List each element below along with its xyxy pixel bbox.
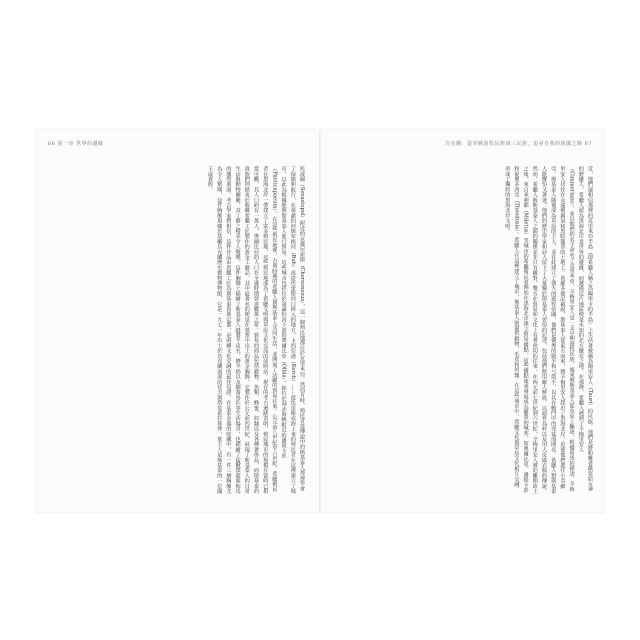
book-spread [36,130,604,512]
running-header-right: 烏克蘭：從突厥遊牧民族到三民族，追尋自我的與國之路 67 [445,141,592,147]
running-header-left: 66 第一章 世界的邊緣 [48,141,104,147]
right-page-body-text: 近，他們還相信那裡的克里米亞半島（即希臘人稱之為陶里卡的半島）上生活著被稱為陶里安人（Tauri）的民族。他們是將船難者獻祭給女神的野蠻人。希臘人認為黑海北岸是世界的邊緣，而越過這片地區便是未知的北方蠻荒之地。在那裡，希臘人遇到了辛梅里安人（Cimmerians），並以他們的名字命名了克里米亞。辛梅里安人是一支早期遊牧民族，後來被斯基泰人從草原上驅逐。根據荷馬的描述，辛梅里安人居住在永遠被霧氣和黑暗籠罩的土地上。希羅多德記載說，斯基泰人從東方而來，將辛梅里安人趕出了黑海北岸，迫使他們逃往小亞細亞。斯基泰人隨後成為草原的主人，並在此建立了強大的遊牧帝國。他們是優秀的騎手和弓箭手，以其在戰鬥中的兇猛而聞名。希臘人對斯基泰人既懼怕又著迷，他們的歷史學家和詩人留下了大量關於斯基泰人習俗的記述，包括他們飲用敵人鮮血、以頭骨為杯以及用人皮做衣服的傳說。然而，希臘人與斯基泰人之間的關係並非只有敵對，雙方在貿易和文化上有著密切的往來。在西元前七世紀到六世紀，辛梅里安人被迫離開故土之後，來自米利都（Miletus）等城市的希臘殖民者開始在黑海北岸建立貿易據點。這些據點後來發展成為繁榮的城邦，如奧爾比亞、潘提卡彭和提奧多西亞（Theodosia）。希臘人在這裡建立了城市，斯基泰人則提供穀物、毛皮和奴隸。在這些城市中，希臘文化與草原文化相互交融，形成了獨特的黑海北岸文明。 [504,166,593,494]
left-page [36,130,320,512]
right-page [320,130,604,512]
left-page-body-text: 托波爾（Sevastopol）附近的克森尼索斯（Chersonesus），這一個殖民地都位於克里米亞。然而有時，殖民者從傳說中的斯基泰人那裡學會了保衛和航行，在第聶伯河與布格河（Buh）或從色雷斯河口移入的地方，卡西亞港（Kerch）……從色雷斯或海上來的殖民者在這裡建立了城市，以此為根據地與斯基泰人進行貿易。這些城市包括位於第聶伯河下游的奧爾比亞（Olbia），和位於刻赤海峽附近的潘提卡彭（Panticapaeum）。在這些殖民地裡，古典時期的希臘人與斯基泰人共同生活，並開展了活躍的貿易往來。公元前八世紀至六世紀，希臘殖民者在黑海北岸一帶建立了眾多殖民地，這些殖民地成為了希臘文明與草原文化交流的前哨站。現存的考古遺跡表明，殖民城市的規模在當時已相當可觀，其人口約有一萬人，奧爾比亞的人口在全盛時期曾達數萬之眾。貿易的商品包括穀物、魚類、蜂蜜、奴隸以及各種奢侈品，而斯基泰的貴族們則熱衷於收藏希臘工匠製作的黃金工藝品。其中最著名的便是在墓葬中出土的黃金胸飾，它製作於公元前四世紀，展現了斯基泰人的日常生活與動物圖騰，其工藝之精美令人驚嘆。這件胸飾上描繪了斯基泰人縫製羊皮衣、擠羊奶以及馴養馬匹等生活場景，也描繪了猛獸撲殺鹿和馬的激烈畫面。考古學家們相信，這件作品由希臘工匠為斯基泰貴族定製，是兩種文化交融的最佳見證。在基泰金器的收藏中，有一件三層胸飾尤為令人驚嘆，這件胸飾現藏於基輔烏克蘭歷史寶物博物館，它是一九七一年出土於烏克蘭南部的托夫斯塔莫希拉墓葬，墓主人是斯基泰的一位國王或貴族。 [206,166,305,494]
